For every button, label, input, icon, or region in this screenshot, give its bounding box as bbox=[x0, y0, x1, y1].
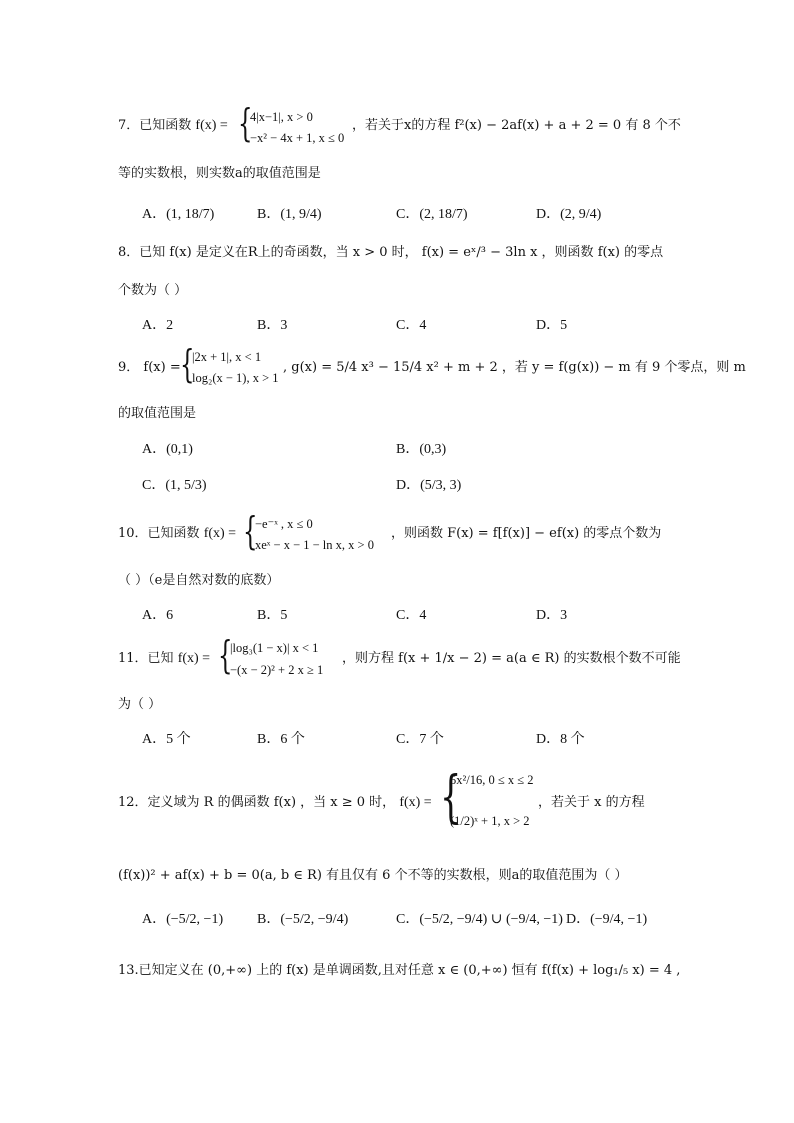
q10-stem-prefix: 10．已知函数 f(x) = bbox=[118, 526, 237, 541]
q9-stem-prefix: 9． f(x) = bbox=[118, 360, 181, 375]
q12-stem-line2: (f(x))² + af(x) + b = 0(a, b ∈ R) 有且仅有 6 个不等的实数根，则a的取值范围为（ ） bbox=[118, 868, 628, 883]
q7-option-b: B．(1, 9/4) bbox=[257, 207, 322, 222]
q7-option-d: D．(2, 9/4) bbox=[536, 207, 602, 222]
q11-case-1: |log₃(1 − x)| x < 1 bbox=[230, 641, 319, 655]
q7-stem-suffix: ，若关于x的方程 f²(x) − 2af(x) + a + 2 = 0 有 8 个不 bbox=[352, 118, 681, 133]
q12-case-1: 5x²/16, 0 ≤ x ≤ 2 bbox=[450, 773, 534, 787]
q7-piecewise-brace: { bbox=[238, 101, 253, 145]
q9-case-1: |2x + 1|, x < 1 bbox=[192, 350, 262, 364]
q7-case-1: 4|x−1|, x > 0 bbox=[250, 110, 313, 124]
q9-option-c: C．(1, 5/3) bbox=[142, 478, 207, 493]
q11-option-d: D．8 个 bbox=[536, 732, 585, 747]
q11-stem-line2: 为（ ） bbox=[118, 697, 162, 712]
q10-option-a: A．6 bbox=[142, 608, 174, 623]
q10-stem-line2: （ ）（e是自然对数的底数） bbox=[118, 573, 280, 588]
q9-case-2: log₂(x − 1), x > 1 bbox=[192, 371, 279, 385]
q9-option-a: A．(0,1) bbox=[142, 442, 193, 457]
q10-option-c: C．4 bbox=[396, 608, 427, 623]
q8-option-a: A．2 bbox=[142, 318, 174, 333]
q9-stem-suffix: , g(x) = 5/4 x³ − 15/4 x² + m + 2 ，若 y = f(g(x)) − m 有 9 个零点，则 m bbox=[283, 360, 746, 375]
q8-option-c: C．4 bbox=[396, 318, 427, 333]
q9-stem-line2: 的取值范围是 bbox=[118, 406, 197, 421]
q7-stem-line2: 等的实数根，则实数a的取值范围是 bbox=[118, 166, 321, 181]
q12-option-d: D．(−9/4, −1) bbox=[566, 912, 648, 927]
q10-case-1: −e⁻ˣ , x ≤ 0 bbox=[255, 517, 313, 531]
q7-option-a: A．(1, 18/7) bbox=[142, 207, 215, 222]
q11-stem-prefix: 11．已知 f(x) = bbox=[118, 651, 211, 666]
q12-piecewise-brace: { bbox=[440, 765, 462, 830]
q11-option-a: A．5 个 bbox=[142, 732, 191, 747]
q9-option-b: B．(0,3) bbox=[396, 442, 447, 457]
q12-stem-suffix: ，若关于 x 的方程 bbox=[538, 795, 645, 810]
q7-case-2: −x² − 4x + 1, x ≤ 0 bbox=[250, 131, 345, 145]
q12-option-b: B．(−5/2, −9/4) bbox=[257, 912, 349, 927]
q8-stem-line2: 个数为（ ） bbox=[118, 283, 188, 298]
q10-stem-suffix: ，则函数 F(x) = f[f(x)] − ef(x) 的零点个数为 bbox=[391, 526, 662, 541]
q7-option-c: C．(2, 18/7) bbox=[396, 207, 468, 222]
q8-option-b: B．3 bbox=[257, 318, 288, 333]
q11-case-2: −(x − 2)² + 2 x ≥ 1 bbox=[230, 663, 324, 677]
q11-option-b: B．6 个 bbox=[257, 732, 305, 747]
q10-piecewise-brace: { bbox=[243, 509, 258, 553]
q12-case-2: (1/2)ˣ + 1, x > 2 bbox=[450, 814, 530, 828]
q7-stem-prefix: 7．已知函数 f(x) = bbox=[118, 118, 228, 133]
q10-case-2: xeˣ − x − 1 − ln x, x > 0 bbox=[255, 538, 374, 552]
q8-option-d: D．5 bbox=[536, 318, 568, 333]
q12-stem-prefix: 12．定义域为 R 的偶函数 f(x) ，当 x ≥ 0 时， f(x) = bbox=[118, 795, 432, 810]
q13-stem-line1: 13.已知定义在 (0,+∞) 上的 f(x) 是单调函数,且对任意 x ∈ (0,+∞) 恒有 f(f(x) + log₁/₅ x) = 4 , bbox=[118, 963, 681, 978]
q11-piecewise-brace: { bbox=[218, 633, 233, 677]
q11-option-c: C．7 个 bbox=[396, 732, 444, 747]
q11-stem-suffix: ，则方程 f(x + 1/x − 2) = a(a ∈ R) 的实数根个数不可能 bbox=[342, 651, 681, 666]
q10-option-b: B．5 bbox=[257, 608, 288, 623]
q9-piecewise-brace: { bbox=[180, 342, 195, 386]
q10-option-d: D．3 bbox=[536, 608, 568, 623]
q9-option-d: D．(5/3, 3) bbox=[396, 478, 462, 493]
q12-option-a: A．(−5/2, −1) bbox=[142, 912, 224, 927]
q8-stem-line1: 8．已知 f(x) 是定义在R上的奇函数，当 x > 0 时， f(x) = eˣ/³ − 3ln x ，则函数 f(x) 的零点 bbox=[118, 245, 664, 260]
q12-option-c: C．(−5/2, −9/4) ∪ (−9/4, −1) bbox=[396, 912, 563, 927]
